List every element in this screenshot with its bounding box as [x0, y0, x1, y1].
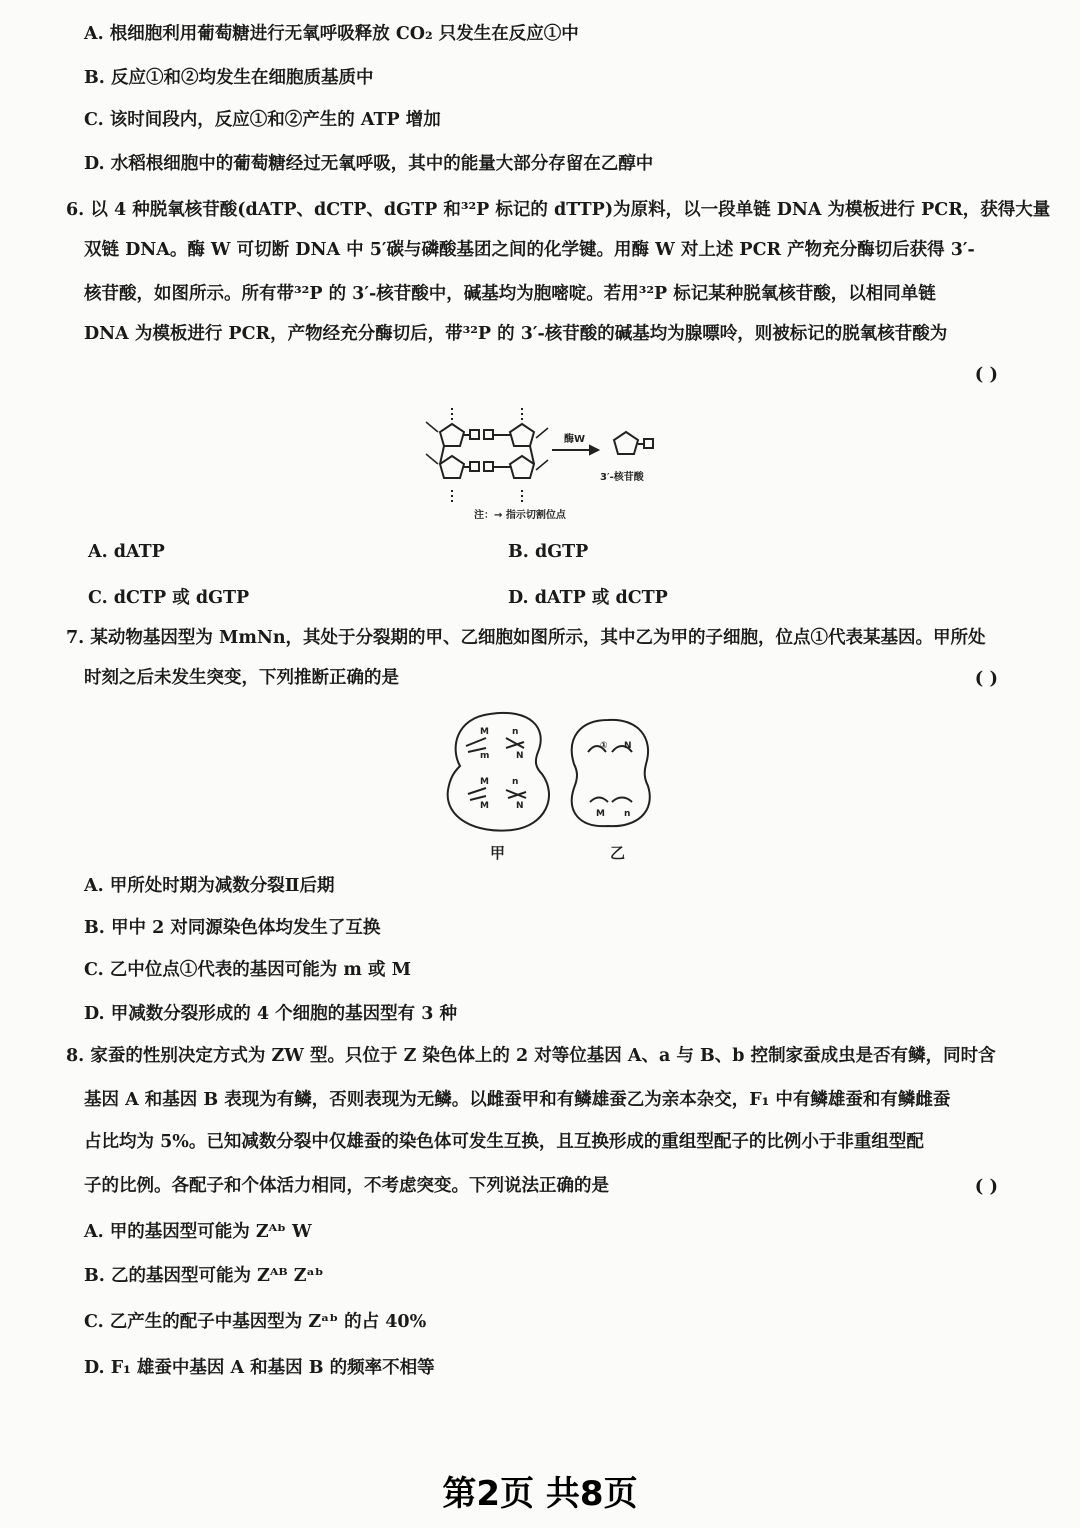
svg-text:N: N: [516, 801, 524, 811]
q5-option-d: D. 水稻根细胞中的葡萄糖经过无氧呼吸，其中的能量大部分存留在乙醇中: [84, 154, 654, 174]
q5-option-b: B. 反应①和②均发生在细胞质基质中: [84, 68, 374, 88]
svg-text:N: N: [624, 741, 632, 751]
svg-text:n: n: [512, 777, 519, 787]
q6-figure-note: 注：→ 指示切割位点: [474, 510, 566, 521]
svg-text:M: M: [480, 727, 489, 737]
page-number-footer: 第2页 共8页: [442, 1474, 638, 1514]
q6-stem-line1: 6. 以 4 种脱氧核苷酸(dATP、dCTP、dGTP 和³²P 标记的 dTTP)为原料，以一段单链 DNA 为模板进行 PCR，获得大量: [66, 200, 1051, 220]
q8-stem-line3: 占比均为 5%。已知减数分裂中仅雄蚕的染色体可发生互换，且互换形成的重组型配子的比例小于非重组型配: [84, 1132, 924, 1152]
svg-text:n: n: [624, 809, 631, 819]
q7-option-a: A. 甲所处时期为减数分裂Ⅱ后期: [84, 876, 335, 896]
q8-answer-bracket: ( ): [974, 1176, 998, 1197]
q5-option-c: C. 该时间段内，反应①和②产生的 ATP 增加: [84, 110, 441, 130]
svg-text:n: n: [512, 727, 519, 737]
q7-stem-line1: 7. 某动物基因型为 MmNn，其处于分裂期的甲、乙细胞如图所示，其中乙为甲的子细胞，位点①代表某基因。甲所处: [66, 628, 986, 648]
q7-cell-figure: [440, 708, 670, 868]
q8-stem-line1: 8. 家蚕的性别决定方式为 ZW 型。只位于 Z 染色体上的 2 对等位基因 A、a 与 B、b 控制家蚕成虫是否有鳞，同时含: [66, 1046, 996, 1066]
q7-option-c: C. 乙中位点①代表的基因可能为 m 或 M: [84, 960, 411, 980]
svg-text:M: M: [480, 801, 489, 811]
q8-option-d: D. F₁ 雄蚕中基因 A 和基因 B 的频率不相等: [84, 1358, 435, 1378]
q6-option-a: A. dATP: [88, 542, 165, 562]
q8-stem-line2: 基因 A 和基因 B 表现为有鳞，否则表现为无鳞。以雌蚕甲和有鳞雄蚕乙为亲本杂交，F₁ 中有鳞雄蚕和有鳞雌蚕: [84, 1090, 951, 1110]
svg-text:m: m: [480, 751, 490, 761]
q6-option-c: C. dCTP 或 dGTP: [88, 588, 250, 608]
q6-enzyme-label: 酶W: [564, 434, 586, 445]
q6-dna-figure: [412, 406, 662, 526]
q7-answer-bracket: ( ): [974, 668, 998, 689]
q6-stem-line4: DNA 为模板进行 PCR，产物经充分酶切后，带³²P 的 3′-核苷酸的碱基均为腺嘌呤，则被标记的脱氧核苷酸为: [84, 324, 948, 344]
q6-option-d: D. dATP 或 dCTP: [508, 588, 668, 608]
q6-option-b: B. dGTP: [508, 542, 589, 562]
svg-text:M: M: [596, 809, 605, 819]
q6-stem-line2: 双链 DNA。酶 W 可切断 DNA 中 5′碳与磷酸基团之间的化学键。用酶 W 对上述 PCR 产物充分酶切后获得 3′-: [84, 240, 975, 260]
q8-option-b: B. 乙的基因型可能为 Zᴬᴮ Zᵃᵇ: [84, 1266, 324, 1286]
q7-cell1-label: 甲: [490, 844, 506, 862]
q7-option-b: B. 甲中 2 对同源染色体均发生了互换: [84, 918, 381, 938]
q6-answer-bracket: ( ): [974, 364, 998, 385]
q8-option-a: A. 甲的基因型可能为 Zᴬᵇ W: [84, 1222, 312, 1242]
svg-text:M: M: [480, 777, 489, 787]
q7-cell2-label: 乙: [610, 844, 626, 862]
q5-option-a: A. 根细胞利用葡萄糖进行无氧呼吸释放 CO₂ 只发生在反应①中: [84, 24, 579, 44]
svg-text:①: ①: [600, 741, 608, 751]
q8-stem-line4: 子的比例。各配子和个体活力相同，不考虑突变。下列说法正确的是: [84, 1176, 609, 1196]
q6-product-label: 3′-核苷酸: [600, 472, 644, 483]
q7-option-d: D. 甲减数分裂形成的 4 个细胞的基因型有 3 种: [84, 1004, 457, 1024]
q8-option-c: C. 乙产生的配子中基因型为 Zᵃᵇ 的占 40%: [84, 1312, 427, 1332]
svg-text:N: N: [516, 751, 524, 761]
q7-stem-line2: 时刻之后未发生突变，下列推断正确的是: [84, 668, 399, 688]
q6-stem-line3: 核苷酸，如图所示。所有带³²P 的 3′-核苷酸中，碱基均为胞嘧啶。若用³²P 标记某种脱氧核苷酸，以相同单链: [84, 284, 936, 304]
